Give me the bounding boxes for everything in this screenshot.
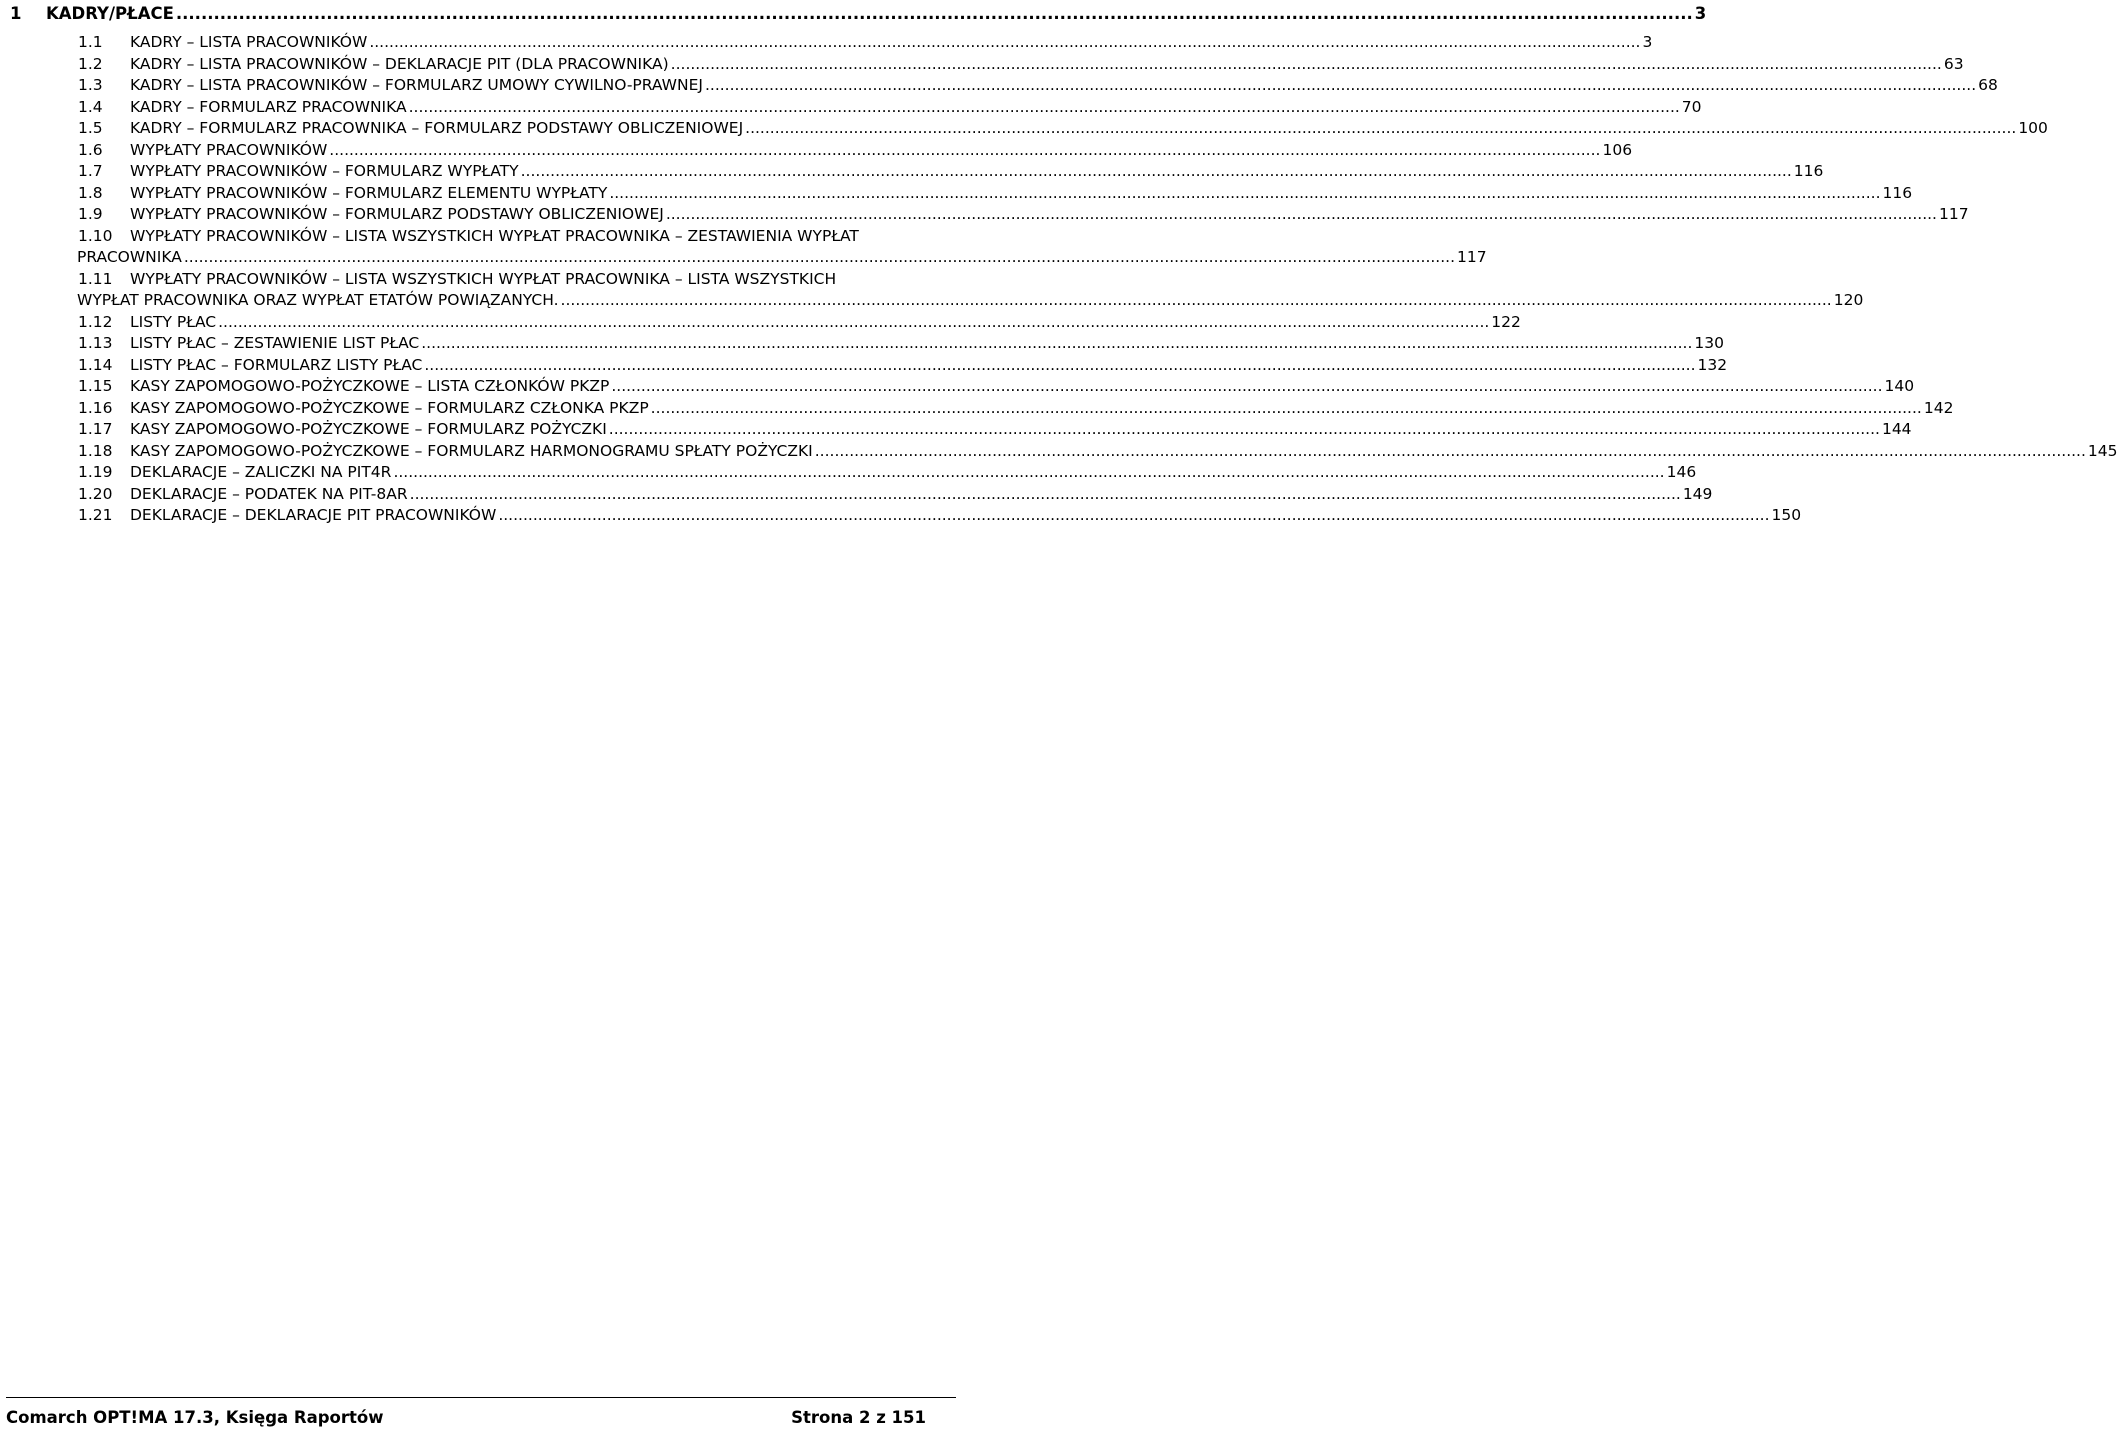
toc-entry-title: WYPŁATY PRACOWNIKÓW bbox=[130, 140, 328, 159]
toc-entry[interactable] bbox=[78, 398, 1954, 420]
toc-leader-dots bbox=[424, 355, 1695, 377]
toc-leader-dots bbox=[184, 247, 1455, 269]
toc-entry-line bbox=[78, 204, 1969, 226]
toc-entry-title: LISTY PŁAC – ZESTAWIENIE LIST PŁAC bbox=[130, 334, 420, 352]
toc-entry-page: 3 bbox=[1642, 33, 1653, 51]
toc-entry-number: 1.14 bbox=[78, 355, 113, 374]
toc-leader-dots bbox=[666, 204, 1937, 226]
toc-entry[interactable] bbox=[78, 312, 1521, 334]
toc-entry-title: LISTY PŁAC bbox=[130, 312, 217, 331]
toc-entry-line bbox=[78, 75, 1998, 97]
toc-entry-page: 63 bbox=[1943, 54, 1964, 73]
toc-entry[interactable] bbox=[77, 226, 1487, 269]
toc-leader-dots: .................................................................................................................................................................................................................................................. bbox=[175, 4, 1693, 23]
toc-entry[interactable] bbox=[78, 75, 1998, 97]
toc-leader-dots bbox=[705, 75, 1976, 97]
toc-entry[interactable] bbox=[78, 54, 1964, 76]
toc-entry-line bbox=[78, 140, 1633, 162]
toc-leader-dots bbox=[421, 333, 1692, 355]
toc-entry-line bbox=[78, 505, 1802, 527]
toc-entry-title: KADRY – LISTA PRACOWNIKÓW – FORMULARZ UMOWY CYWILNO-PRAWNEJ bbox=[130, 76, 703, 94]
toc-entry-number: 1.5 bbox=[78, 119, 103, 137]
toc-entry-number: 1.10 bbox=[78, 226, 113, 245]
toc-entry-page: 140 bbox=[1884, 377, 1915, 395]
toc-entry-page: 142 bbox=[1923, 398, 1954, 417]
toc-leader-dots bbox=[671, 54, 1942, 76]
toc-entry-page: 120 bbox=[1833, 291, 1864, 309]
toc-entry-page: 100 bbox=[2018, 119, 2048, 137]
toc-entry-line bbox=[78, 226, 954, 248]
toc-leader-dots bbox=[745, 118, 2016, 140]
toc-entry-line bbox=[77, 247, 1487, 269]
toc-entry-number: 1.19 bbox=[78, 463, 113, 481]
toc-entry-number: 1.12 bbox=[78, 312, 113, 331]
toc-entry-line bbox=[78, 484, 1713, 506]
toc-leader-dots bbox=[410, 484, 1681, 506]
toc-level1-page: 3 bbox=[1694, 4, 1707, 23]
toc-entry-page: 117 bbox=[1938, 205, 1969, 223]
toc-leader-dots bbox=[329, 140, 1600, 162]
toc-entry-number: 1.17 bbox=[78, 420, 113, 438]
toc-entry-number: 1.18 bbox=[78, 441, 113, 460]
toc-entry[interactable] bbox=[78, 118, 2048, 140]
toc-entry-line bbox=[78, 333, 1724, 355]
toc-entry-number: 1.20 bbox=[78, 484, 113, 503]
toc-entry-title-continued: WYPŁAT PRACOWNIKA ORAZ WYPŁAT ETATÓW POWIĄZANYCH. bbox=[77, 291, 559, 309]
toc-entry-page: 106 bbox=[1602, 140, 1633, 159]
toc-entry-page: 144 bbox=[1881, 420, 1912, 438]
toc-entry[interactable] bbox=[78, 462, 1697, 484]
toc-entry-number: 1.7 bbox=[78, 162, 103, 180]
toc-entry-page: 146 bbox=[1666, 463, 1697, 481]
toc-entry-title: KADRY – LISTA PRACOWNIKÓW – DEKLARACJE PIT (DLA PRACOWNIKA) bbox=[130, 54, 669, 73]
toc-entry-number: 1.6 bbox=[78, 140, 103, 159]
footer-page-number: Strona 2 z 151 bbox=[791, 1407, 926, 1427]
toc-entry-title: KASY ZAPOMOGOWO-POŻYCZKOWE – FORMULARZ HARMONOGRAMU SPŁATY POŻYCZKI bbox=[130, 441, 813, 460]
toc-entry[interactable] bbox=[78, 505, 1802, 527]
toc-entry-line bbox=[78, 269, 954, 291]
toc-entry-page: 145 bbox=[2087, 441, 2118, 460]
toc-entry-title: WYPŁATY PRACOWNIKÓW – FORMULARZ ELEMENTU WYPŁATY bbox=[130, 183, 608, 202]
toc-entry[interactable] bbox=[78, 161, 1824, 183]
toc-entry-line bbox=[78, 32, 1653, 54]
toc-entry[interactable] bbox=[78, 204, 1969, 226]
footer-divider bbox=[6, 1397, 956, 1398]
toc-entry-title: KASY ZAPOMOGOWO-POŻYCZKOWE – FORMULARZ POŻYCZKI bbox=[130, 420, 607, 438]
toc-entry-title: DEKLARACJE – ZALICZKI NA PIT4R bbox=[130, 463, 392, 481]
toc-entry-title: KASY ZAPOMOGOWO-POŻYCZKOWE – FORMULARZ CZŁONKA PKZP bbox=[130, 398, 649, 417]
toc-entry-title: WYPŁATY PRACOWNIKÓW – LISTA WSZYSTKICH WYPŁAT PRACOWNIKA – LISTA WSZYSTKICH bbox=[130, 269, 837, 288]
toc-entry-line bbox=[78, 376, 1915, 398]
toc-entry-number: 1.21 bbox=[78, 506, 113, 524]
toc-entry-line bbox=[78, 183, 1913, 205]
toc-leader-dots bbox=[611, 376, 1882, 398]
toc-entry-page: 149 bbox=[1682, 484, 1713, 503]
toc-entry-page: 122 bbox=[1491, 312, 1521, 331]
toc-entry-page: 68 bbox=[1978, 76, 1998, 94]
toc-leader-dots bbox=[498, 505, 1769, 527]
toc-entry-number: 1.15 bbox=[78, 377, 113, 395]
toc-entry[interactable] bbox=[78, 32, 1653, 54]
toc-entry-page: 132 bbox=[1697, 355, 1728, 374]
toc-leader-dots bbox=[651, 398, 1922, 420]
toc-entry-line bbox=[78, 118, 2048, 140]
toc-leader-dots bbox=[409, 97, 1680, 119]
toc-level1-entry[interactable] bbox=[10, 1, 1707, 23]
toc-leader-dots bbox=[609, 419, 1880, 441]
toc-entry[interactable] bbox=[78, 97, 1702, 119]
toc-entry-line bbox=[78, 462, 1697, 484]
toc-level1-title: KADRY/PŁACE bbox=[46, 4, 174, 23]
toc-entry-title: KASY ZAPOMOGOWO-POŻYCZKOWE – LISTA CZŁONKÓW PKZP bbox=[130, 377, 610, 395]
toc-entry-title: WYPŁATY PRACOWNIKÓW – FORMULARZ PODSTAWY OBLICZENIOWEJ bbox=[130, 205, 664, 223]
toc-entry-number: 1.13 bbox=[78, 334, 113, 352]
toc-entry-number: 1.8 bbox=[78, 183, 103, 202]
toc-entry-number: 1.16 bbox=[78, 398, 113, 417]
toc-entry[interactable] bbox=[78, 355, 1728, 377]
toc-entry-title: DEKLARACJE – PODATEK NA PIT-8AR bbox=[130, 484, 408, 503]
toc-entry-line bbox=[77, 290, 1864, 312]
toc-entry-number: 1.1 bbox=[78, 33, 103, 51]
toc-entry-title: LISTY PŁAC – FORMULARZ LISTY PŁAC bbox=[130, 355, 423, 374]
toc-entry-line bbox=[78, 312, 1521, 334]
toc-entry-number: 1.11 bbox=[78, 269, 113, 288]
toc-level1-number: 1 bbox=[10, 4, 22, 23]
toc-entry-number: 1.3 bbox=[78, 76, 103, 94]
footer-product: Comarch OPT!MA 17.3, Księga Raportów bbox=[6, 1407, 384, 1427]
toc-entry-line bbox=[78, 398, 1954, 420]
toc-leader-dots bbox=[609, 183, 1880, 205]
toc-entry-title: KADRY – FORMULARZ PRACOWNIKA bbox=[130, 97, 407, 116]
toc-entry-title: KADRY – FORMULARZ PRACOWNIKA – FORMULARZ PODSTAWY OBLICZENIOWEJ bbox=[130, 119, 744, 137]
toc-leader-dots bbox=[521, 161, 1792, 183]
toc-entry[interactable] bbox=[78, 419, 1912, 441]
toc-entry[interactable] bbox=[78, 441, 2118, 463]
toc-entry-title: WYPŁATY PRACOWNIKÓW – FORMULARZ WYPŁATY bbox=[130, 162, 519, 180]
toc-entry[interactable] bbox=[78, 484, 1713, 506]
toc-entry-number: 1.4 bbox=[78, 97, 103, 116]
toc-entry-line bbox=[78, 54, 1964, 76]
toc-leader-dots bbox=[393, 462, 1664, 484]
toc-entry-line bbox=[78, 355, 1728, 377]
toc-entry-number: 1.9 bbox=[78, 205, 103, 223]
toc-entry-title: DEKLARACJE – DEKLARACJE PIT PRACOWNIKÓW bbox=[130, 506, 497, 524]
toc-entry[interactable] bbox=[78, 333, 1724, 355]
toc-entry-page: 130 bbox=[1694, 334, 1724, 352]
toc-entry[interactable] bbox=[77, 269, 1864, 312]
toc-entry[interactable] bbox=[78, 183, 1913, 205]
toc-entry-page: 116 bbox=[1793, 162, 1824, 180]
toc-leader-dots bbox=[815, 441, 2086, 463]
page-footer bbox=[6, 1406, 926, 1428]
toc-leader-dots bbox=[369, 32, 1640, 54]
toc-entry-title: WYPŁATY PRACOWNIKÓW – LISTA WSZYSTKICH WYPŁAT PRACOWNIKA – ZESTAWIENIA WYPŁAT bbox=[130, 226, 859, 245]
toc-entry-line bbox=[78, 441, 2118, 463]
toc-entry[interactable] bbox=[78, 140, 1633, 162]
toc-entry-page: 116 bbox=[1882, 183, 1913, 202]
toc-entry-page: 150 bbox=[1771, 506, 1802, 524]
toc-leader-dots bbox=[218, 312, 1489, 334]
toc-entry-line bbox=[78, 161, 1824, 183]
toc-leader-dots bbox=[561, 290, 1832, 312]
toc-entry-title-continued: PRACOWNIKA bbox=[77, 248, 182, 266]
toc-entry-page: 117 bbox=[1457, 248, 1487, 266]
toc-entry-line bbox=[78, 419, 1912, 441]
toc-entry[interactable] bbox=[78, 376, 1915, 398]
toc-entry-number: 1.2 bbox=[78, 54, 103, 73]
toc-entry-title: KADRY – LISTA PRACOWNIKÓW bbox=[130, 33, 368, 51]
toc-entry-page: 70 bbox=[1681, 97, 1702, 116]
toc-entry-line bbox=[78, 97, 1702, 119]
